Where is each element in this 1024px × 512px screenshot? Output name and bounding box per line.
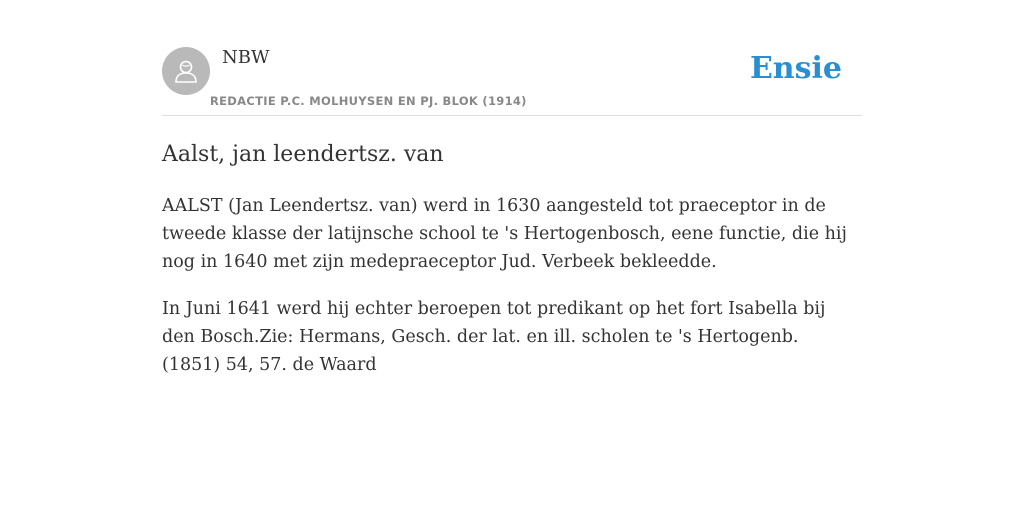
source-header <box>162 0 862 116</box>
page-title: Aalst, jan leendertsz. van <box>162 142 444 167</box>
source-subtitle: REDACTIE P.C. MOLHUYSEN EN PJ. BLOK (1914) <box>210 94 527 108</box>
ensie-logo[interactable]: Ensie <box>749 51 842 86</box>
source-name[interactable]: NBW <box>222 47 270 68</box>
avatar[interactable] <box>162 47 210 95</box>
user-icon <box>172 57 200 85</box>
article-paragraph: AALST (Jan Leendertsz. van) werd in 1630 aangesteld tot praeceptor in de tweede klasse der latijnsche school te 's Hertogenbosch, eene functie, die hij nog in 1640 met zijn medepraeceptor Jud. Verbeek bekleedde. <box>162 196 847 272</box>
article-paragraph: In Juni 1641 werd hij echter beroepen tot predikant op het fort Isabella bij den Bosch.Zie: Hermans, Gesch. der lat. en ill. scholen te 's Hertogenb. (1851) 54, 57. de Waard <box>162 299 826 375</box>
article-page <box>162 0 862 512</box>
